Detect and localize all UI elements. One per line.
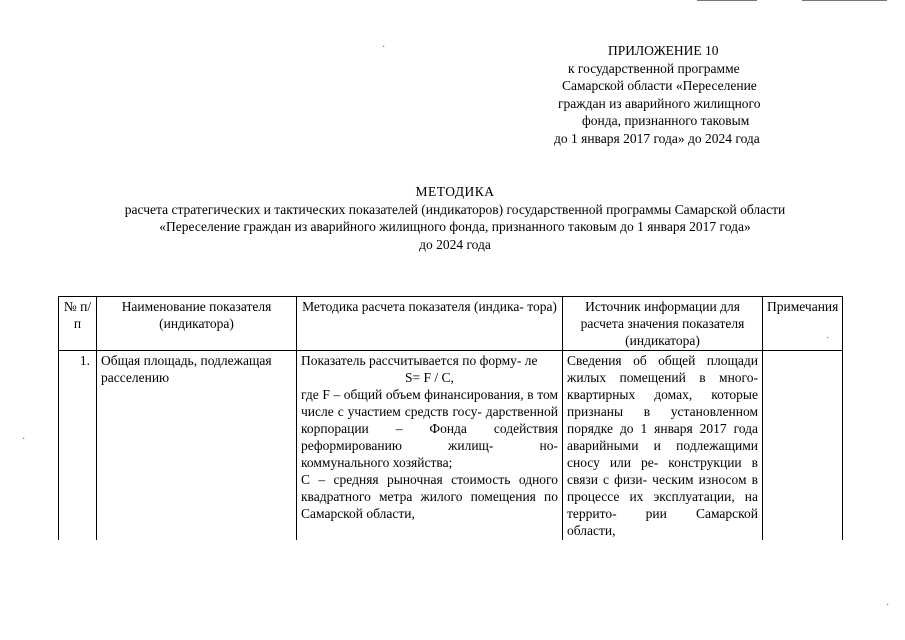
method-formula: S= F / C, xyxy=(405,370,454,385)
appendix-line: Самарской области «Переселение xyxy=(562,78,757,94)
scan-speck: · xyxy=(22,434,26,445)
appendix-line: фонда, признанного таковым xyxy=(582,113,750,129)
indicators-table xyxy=(58,296,843,540)
table-row xyxy=(59,351,843,541)
header-number: № п/п xyxy=(59,297,97,351)
method-intro: Показатель рассчитывается по форму- ле xyxy=(301,353,538,368)
header-calculation-method: Методика расчета показателя (индика- тора) xyxy=(297,297,563,351)
appendix-line: граждан из аварийного жилищного xyxy=(558,95,761,111)
header-notes: Примечания xyxy=(763,297,843,351)
scan-speck: · xyxy=(382,42,386,53)
appendix-line: к государственной программе xyxy=(568,60,740,76)
document-heading: МЕТОДИКА xyxy=(415,184,495,199)
document-subtitle-line: расчета стратегических и тактических показателей (индикаторов) государственной программы Самарской области xyxy=(124,201,786,217)
document-title-block xyxy=(40,183,870,253)
scan-speck: · xyxy=(826,333,830,344)
appendix-title: ПРИЛОЖЕНИЕ 10 xyxy=(608,43,719,58)
row-indicator-name: Общая площадь, подлежащая расселению xyxy=(97,351,297,541)
row-notes xyxy=(763,351,843,541)
scan-edge-line-left xyxy=(697,0,757,1)
row-information-source: Сведения об общей площади жилых помещений в много- квартирных домах, которые признаны в установленном порядке до 1 января 2017 года аварийными и подлежащими сносу или ре- конструкции в связи с физи- ческим износом в процессе их эксплуатации, на террито- рии Самарской области, xyxy=(563,351,763,541)
method-f-definition: где F – общий объем финансирования, в том числе с участием средств госу- дарственной корпорации – Фонда содействия реформированию жилищ- но-коммунального хозяйства; xyxy=(301,387,558,470)
scan-speck: · xyxy=(886,600,890,611)
header-indicator-name: Наименование показателя (индикатора) xyxy=(97,297,297,351)
row-calculation-method xyxy=(297,351,563,541)
header-information-source: Источник информации для расчета значения показателя (индикатора) xyxy=(563,297,763,351)
method-c-definition: С – средняя рыночная стоимость одного квадратного метра жилого помещения по Самарской области, xyxy=(301,472,558,521)
table-header-row xyxy=(59,297,843,351)
document-subtitle-line: до 2024 года xyxy=(419,236,491,252)
scan-edge-line-right xyxy=(802,0,887,1)
appendix-block xyxy=(520,42,830,148)
row-number: 1. xyxy=(59,351,97,541)
document-subtitle-line: «Переселение граждан из аварийного жилищного фонда, признанного таковым до 1 января 2017 года» xyxy=(159,219,751,234)
appendix-line: до 1 января 2017 года» до 2024 года xyxy=(554,130,760,146)
